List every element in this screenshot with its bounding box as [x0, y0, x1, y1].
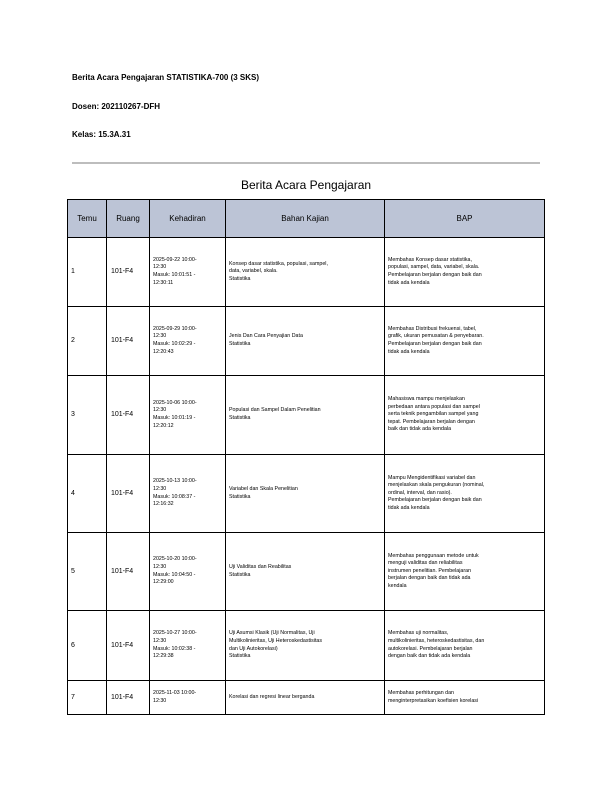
table-row [68, 455, 545, 533]
cell-bap-line: kendala [388, 582, 407, 589]
cell-bahan-kajian [226, 307, 385, 376]
cell-kehadiran-line: 12:16:32 [153, 501, 174, 508]
cell-kehadiran-line: Masuk: 10:01:19 - [153, 415, 196, 421]
cell-bahan-kajian-line: Uji Asumsi Klasik (Uji Normalitas, Uji [229, 630, 315, 637]
cell-bahan-kajian [226, 376, 385, 455]
cell-bahan-kajian [226, 533, 385, 611]
cell-temu: 1 [68, 238, 107, 307]
cell-kehadiran-line: 12:30 [153, 697, 167, 704]
course-title: Berita Acara Pengajaran STATISTIKA-700 (3 SKS) [72, 73, 260, 82]
table-row [68, 611, 545, 681]
cell-bap-line: serta teknik pengambilan sampel yang [388, 411, 479, 418]
table-row [68, 238, 545, 307]
column-header-temu: Temu [68, 200, 107, 238]
cell-kehadiran-line: 12:30 [153, 264, 167, 271]
cell-temu: 3 [68, 376, 107, 455]
cell-bap-line: dengan baik dan tidak ada kendala [388, 653, 471, 660]
cell-bahan-kajian-line: Statistika [229, 571, 251, 578]
cell-bahan-kajian-line: Korelasi dan regresi linear berganda [229, 693, 315, 700]
cell-bap-line: Mahasiswa mampu menjelaskan [388, 396, 465, 403]
cell-bap-line: multikolinieritas, heteroskedastisitas, dan [388, 637, 485, 644]
table-row [68, 376, 545, 455]
cell-kehadiran-line: 2025-10-20 10:00- [153, 556, 197, 563]
cell-kehadiran-line: Masuk: 10:08:37 - [153, 493, 196, 500]
column-header-bahan-kajian: Bahan Kajian [226, 200, 385, 238]
cell-bap-line: autokorelasi. Pembelajaran berjalan [388, 645, 473, 652]
cell-bap-line: tidak ada kendala [388, 279, 430, 286]
cell-bahan-kajian-line: Statistika [229, 653, 251, 660]
cell-kehadiran-line: 12:30 [153, 637, 167, 644]
cell-bap-line: berjalan dengan baik dan tidak ada [388, 575, 471, 582]
cell-bap-line: menginterpretasikan koefisien korelasi [388, 697, 479, 704]
cell-ruang: 101-F4 [107, 681, 150, 715]
cell-kehadiran-line: 2025-10-13 10:00- [153, 478, 197, 485]
cell-bap-line: Membahas uji normalitas, [388, 630, 449, 637]
cell-kehadiran-line: Masuk: 10:01:51 - [153, 272, 196, 278]
cell-bap-line: populasi, sampel, data, variabel, skala. [388, 264, 480, 271]
class-id: Kelas: 15.3A.31 [72, 130, 131, 139]
cell-ruang: 101-F4 [107, 307, 150, 376]
cell-bap [385, 307, 545, 376]
cell-kehadiran-line: 2025-10-27 10:00- [153, 630, 197, 637]
cell-bap-line: ordinal, interval, dan rasio). [388, 489, 452, 496]
table-row [68, 307, 545, 376]
cell-kehadiran-line: 12:30:11 [153, 279, 174, 286]
cell-kehadiran-line: 2025-10-06 10:00- [153, 399, 197, 406]
cell-bahan-kajian-line: Multikolinieritas, Uji Heteroskedastisitas [229, 637, 323, 644]
cell-kehadiran [150, 307, 226, 376]
cell-ruang: 101-F4 [107, 455, 150, 533]
cell-bap-line: instrumen penelitian. Pembelajaran [388, 567, 472, 574]
cell-temu: 7 [68, 681, 107, 715]
column-header-kehadiran: Kehadiran [150, 200, 226, 238]
cell-bahan-kajian [226, 611, 385, 681]
cell-kehadiran-line: 2025-11-03 10:00- [153, 689, 197, 696]
table-header-row [68, 200, 545, 238]
cell-bahan-kajian-line: Konsep dasar statistika, populasi, sampel, [229, 260, 328, 267]
cell-kehadiran-line: 12:30 [153, 485, 167, 492]
teaching-record-table [67, 199, 545, 715]
cell-kehadiran-line: 12:20:43 [153, 348, 174, 355]
cell-bahan-kajian-line: Statistika [229, 341, 251, 347]
cell-kehadiran [150, 455, 226, 533]
cell-kehadiran-line: 12:30 [153, 407, 167, 414]
cell-bap-line: Membahas Konsep dasar statistika, [388, 256, 472, 263]
cell-ruang: 101-F4 [107, 238, 150, 307]
cell-bahan-kajian-line: Statistika [229, 493, 251, 500]
table-title: Berita Acara Pengajaran [240, 178, 372, 192]
cell-bahan-kajian-line: Variabel dan Skala Penelitian [229, 485, 298, 492]
cell-bahan-kajian-line: Statistika [229, 415, 251, 421]
cell-bap-line: Membahas perhitungan dan [388, 689, 454, 696]
cell-bap-line: Pembelajaran berjalan dengan baik dan [388, 341, 482, 347]
cell-bap-line: Membahas penggunaan metode untuk [388, 552, 479, 559]
cell-kehadiran-line: 2025-09-22 10:00- [153, 256, 197, 263]
cell-bap-line: tidak ada kendala [388, 504, 430, 511]
cell-bap-line: menguji validitas dan reliabilitas [388, 560, 463, 567]
cell-kehadiran-line: 12:29:38 [153, 653, 174, 660]
cell-bahan-kajian-line: Statistika [229, 275, 251, 282]
table-row [68, 681, 545, 715]
cell-temu: 5 [68, 533, 107, 611]
cell-kehadiran-line: Masuk: 10:02:38 - [153, 645, 196, 652]
cell-bahan-kajian [226, 238, 385, 307]
cell-kehadiran-line: Masuk: 10:02:29 - [153, 341, 196, 347]
cell-bap [385, 611, 545, 681]
cell-bap [385, 455, 545, 533]
cell-bap [385, 238, 545, 307]
cell-bap-line: tidak ada kendala [388, 348, 430, 355]
cell-kehadiran-line: 2025-09-29 10:00- [153, 325, 197, 332]
column-header-ruang: Ruang [107, 200, 150, 238]
cell-kehadiran-line: Masuk: 10:04:50 - [153, 571, 196, 578]
cell-kehadiran-line: 12:20:12 [153, 422, 174, 429]
cell-bap-line: grafik, ukuran pemusatan & penyebaran. [388, 333, 484, 340]
column-header-bap: BAP [385, 200, 545, 238]
cell-temu: 4 [68, 455, 107, 533]
table-row [68, 533, 545, 611]
cell-kehadiran [150, 533, 226, 611]
cell-bap-line: menjelaskan skala pengukuran (nominal, [388, 482, 485, 489]
cell-bap-line: Pembelajaran berjalan dengan baik dan [388, 497, 482, 504]
cell-kehadiran [150, 681, 226, 715]
cell-kehadiran-line: 12:30 [153, 563, 167, 570]
cell-bap-line: perbedaan antara populasi dan sampel [388, 403, 480, 410]
cell-bap [385, 533, 545, 611]
cell-bap-line: Mampu Mengidentifikasi variabel dan [388, 474, 476, 481]
cell-bahan-kajian-line: Uji Validitas dan Reabilitas [229, 563, 292, 570]
cell-bahan-kajian-line: Populasi dan Sampel Dalam Penelitian [229, 407, 321, 414]
cell-kehadiran [150, 611, 226, 681]
cell-bap-line: tepat. Pembelajaran berjalan dengan [388, 418, 475, 425]
cell-bahan-kajian-line: dan Uji Autokorelasi) [229, 645, 278, 652]
lecturer-id: Dosen: 202110267-DFH [72, 102, 161, 111]
cell-kehadiran-line: 12:29:00 [153, 579, 174, 586]
cell-bap-line: Membahas Distribusi frekuensi, tabel, [388, 325, 477, 332]
cell-ruang: 101-F4 [107, 533, 150, 611]
header-divider [72, 162, 540, 164]
cell-temu: 6 [68, 611, 107, 681]
cell-kehadiran [150, 238, 226, 307]
cell-kehadiran [150, 376, 226, 455]
cell-kehadiran-line: 12:30 [153, 333, 167, 340]
cell-bap-line: Pembelajaran berjalan dengan baik dan [388, 272, 482, 278]
cell-bahan-kajian-line: data, variabel, skala. [229, 268, 278, 275]
cell-bap [385, 376, 545, 455]
cell-bahan-kajian [226, 681, 385, 715]
cell-temu: 2 [68, 307, 107, 376]
cell-bap [385, 681, 545, 715]
cell-bahan-kajian-line: Jenis Dan Cara Penyajian Data [229, 333, 303, 340]
cell-ruang: 101-F4 [107, 376, 150, 455]
cell-bahan-kajian [226, 455, 385, 533]
cell-bap-line: baik dan tidak ada kendala [388, 426, 452, 433]
cell-ruang: 101-F4 [107, 611, 150, 681]
